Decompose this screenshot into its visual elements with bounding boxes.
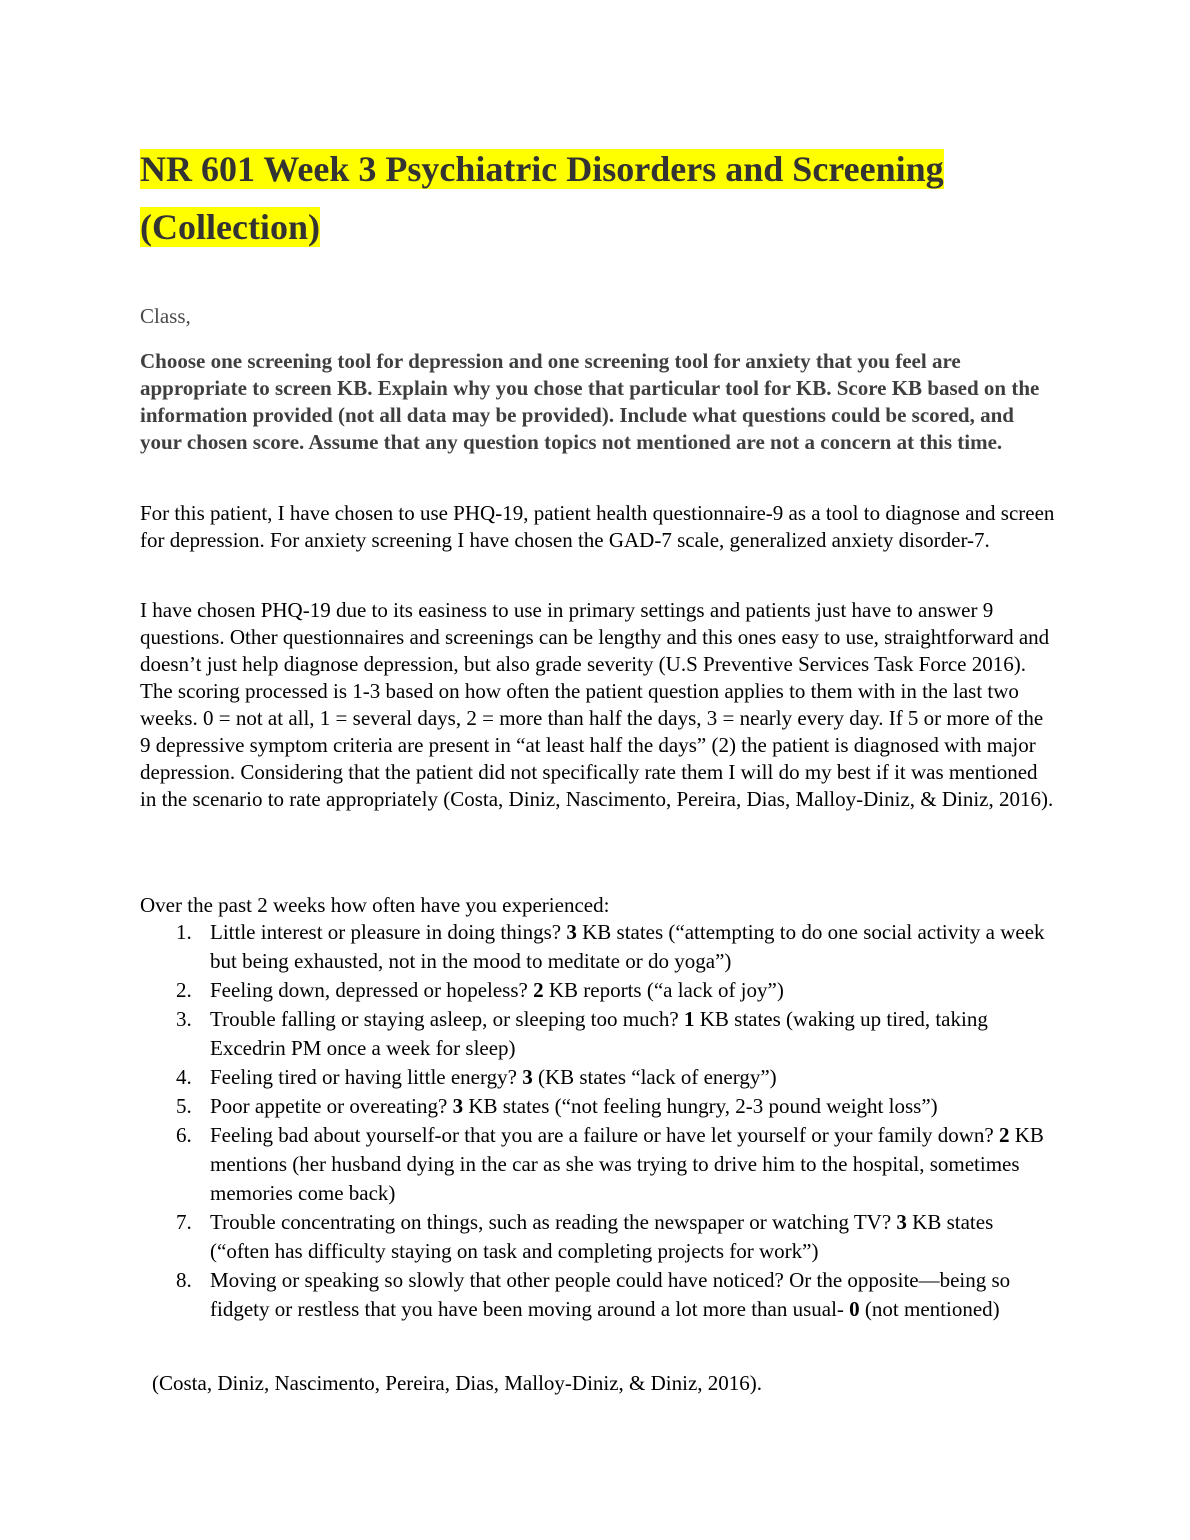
item-number: 8. (176, 1268, 192, 1292)
question-note: KB states (waking up tired, taking Excedrin PM once a week for sleep) (210, 1007, 988, 1060)
question-score: 3 (566, 920, 577, 944)
question-note: KB states (“attempting to do one social activity a week but being exhausted, not in the mood to meditate or do yoga”) (210, 920, 1045, 973)
question-text: Trouble concentrating on things, such as reading the newspaper or watching TV? (210, 1210, 897, 1234)
assignment-prompt: Choose one screening tool for depression and one screening tool for anxiety that you feel are appropriate to screen KB. Explain why you chose that particular tool for KB. Score KB based on the information provided (not all data may be provided). Include what questions could be scored, and your chosen score. Assume that any question topics not mentioned are not a concern at this time. (140, 349, 1040, 454)
item-number: 3. (176, 1007, 192, 1031)
title-highlight: NR 601 Week 3 Psychiatric Disorders and Screening (Collection) (140, 149, 944, 247)
paragraph-phq-rationale: I have chosen PHQ-19 due to its easiness to use in primary settings and patients just have to answer 9 questions. Other questionnaires and screenings can be lengthy and this ones easy to use, straightforward and doesn’t just help diagnose depression, but also grade severity (U.S Preventive Services Task Force 2016). The scoring processed is 1-3 based on how often the patient question applies to them with in the last two weeks. 0 = not at all, 1 = several days, 2 = more than half the days, 3 = nearly every day. If 5 or more of the 9 depressive symptom criteria are present in “at least half the days” (2) the patient is diagnosed with major depression. Considering that the patient did not specifically rate them I will do my best if it was mentioned in the scenario to rate appropriately (Costa, Diniz, Nascimento, Pereira, Dias, Malloy-Diniz, & Diniz, 2016). (140, 598, 1054, 811)
question-note: (not mentioned) (859, 1297, 1000, 1321)
list-item (140, 1092, 1055, 1121)
question-score: 3 (522, 1065, 533, 1089)
question-score: 3 (452, 1094, 464, 1118)
list-item (140, 1005, 1055, 1063)
list-item (140, 918, 1055, 976)
question-text: Feeling tired or having little energy? (210, 1065, 523, 1089)
question-score: 2 (999, 1123, 1010, 1147)
list-item (140, 1121, 1055, 1208)
question-text: Poor appetite or overeating? (210, 1094, 453, 1118)
list-item (140, 1208, 1055, 1266)
question-note: KB states (“not feeling hungry, 2-3 pound weight loss”) (463, 1094, 938, 1118)
question-score: 3 (896, 1210, 907, 1234)
item-number: 6. (176, 1123, 192, 1147)
questions-intro: Over the past 2 weeks how often have you experienced: (140, 893, 610, 917)
paragraph-tool-choice: For this patient, I have chosen to use PHQ-19, patient health questionnaire-9 as a tool to diagnose and screen for depression. For anxiety screening I have chosen the GAD-7 scale, generalized anxiety disorder-7. (140, 501, 1055, 552)
question-note: KB reports (“a lack of joy”) (543, 978, 784, 1002)
question-note: KB states (“often has difficulty staying on task and completing projects for work”) (210, 1210, 994, 1263)
question-text: Little interest or pleasure in doing things? (210, 920, 567, 944)
question-score: 0 (849, 1297, 860, 1321)
question-score: 1 (683, 1007, 695, 1031)
item-number: 4. (176, 1065, 192, 1089)
list-item (140, 1266, 1055, 1324)
salutation: Class, (140, 304, 191, 328)
question-text: Feeling bad about yourself-or that you are a failure or have let yourself or your family down? (210, 1123, 999, 1147)
item-number: 2. (176, 978, 192, 1002)
question-note: KB mentions (her husband dying in the car as she was trying to drive him to the hospital, sometimes memories come back) (210, 1123, 1044, 1205)
question-text: Trouble falling or staying asleep, or sleeping too much? (210, 1007, 684, 1031)
item-number: 5. (176, 1094, 192, 1118)
document-title (140, 140, 1040, 256)
list-item (140, 976, 1055, 1005)
item-number: 1. (176, 920, 192, 944)
question-note: (KB states “lack of energy”) (532, 1065, 777, 1089)
question-text: Moving or speaking so slowly that other people could have noticed? Or the opposite—being so fidgety or restless that you have been moving around a lot more than usual- (210, 1268, 1011, 1321)
question-list (140, 918, 1055, 1324)
item-number: 7. (176, 1210, 192, 1234)
question-text: Feeling down, depressed or hopeless? (210, 978, 534, 1002)
list-item (140, 1063, 1055, 1092)
question-score: 2 (533, 978, 544, 1002)
citation: (Costa, Diniz, Nascimento, Pereira, Dias, Malloy-Diniz, & Diniz, 2016). (152, 1371, 763, 1395)
